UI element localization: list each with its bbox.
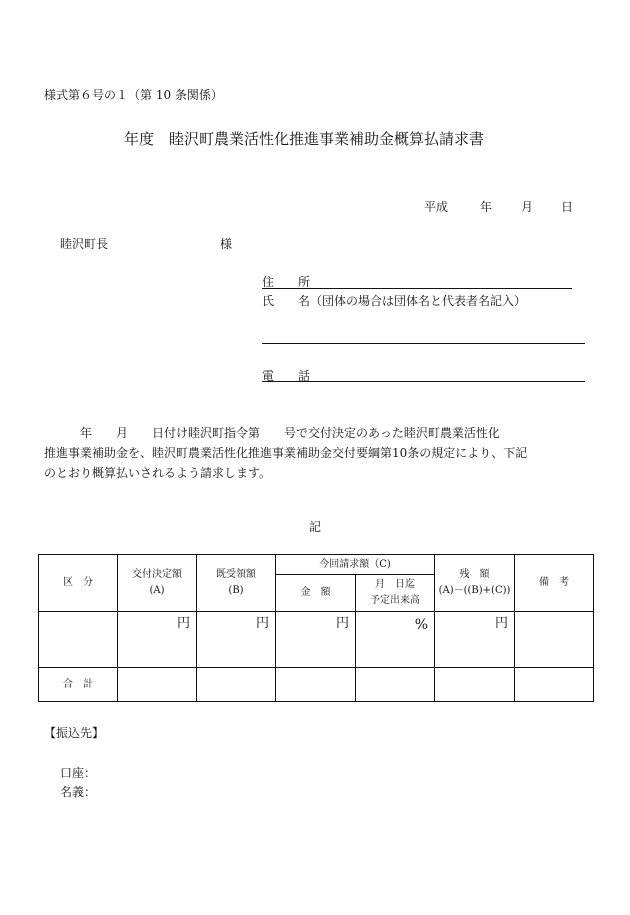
header-kubun: 区 分 bbox=[39, 555, 118, 612]
account-label: 口座： bbox=[60, 766, 97, 780]
header-yotei bbox=[356, 575, 435, 612]
phone-field[interactable] bbox=[262, 381, 585, 382]
body-line-1: 年 月 日付け睦沢町指令第 号で交付決定のあった睦沢町農業活性化 bbox=[44, 426, 500, 440]
cell-zangaku[interactable]: 円 bbox=[435, 612, 515, 668]
date-era: 平成 bbox=[424, 200, 449, 214]
header-kiju bbox=[197, 555, 276, 612]
date-year: 年 bbox=[480, 200, 493, 214]
holder-label: 名義： bbox=[60, 785, 97, 799]
address-field[interactable] bbox=[262, 288, 572, 289]
request-table bbox=[38, 554, 594, 702]
header-kofu-line2: (A) bbox=[149, 585, 165, 596]
body-line-3: のとおり概算払いされるよう請求します。 bbox=[44, 466, 272, 480]
body-line-2: 推進事業補助金を、睦沢町農業活性化推進事業補助金交付要綱第10条の規定により、下記 bbox=[44, 446, 528, 460]
date-month: 月 bbox=[521, 200, 534, 214]
date-day: 日 bbox=[561, 200, 574, 214]
header-zangaku-line1: 残 額 bbox=[459, 569, 490, 580]
header-biko: 備 考 bbox=[515, 555, 594, 612]
header-kiju-line2: (B) bbox=[228, 585, 244, 596]
transfer-heading: 【振込先】 bbox=[44, 726, 105, 740]
total-biko[interactable] bbox=[515, 668, 594, 702]
total-kofu[interactable] bbox=[118, 668, 197, 702]
total-label: 合 計 bbox=[39, 668, 118, 702]
total-kingaku[interactable] bbox=[276, 668, 356, 702]
name-field[interactable] bbox=[262, 343, 585, 344]
cell-yotei[interactable]: % bbox=[356, 612, 435, 668]
phone-label: 電 話 bbox=[262, 369, 311, 383]
header-zangaku-line2: (A)－((B)+(C)) bbox=[438, 585, 511, 596]
cell-kubun[interactable] bbox=[39, 612, 118, 668]
cell-kingaku[interactable]: 円 bbox=[276, 612, 356, 668]
ki-heading: 記 bbox=[309, 520, 322, 534]
total-kiju[interactable] bbox=[197, 668, 276, 702]
cell-kiju[interactable]: 円 bbox=[197, 612, 276, 668]
header-kofu bbox=[118, 555, 197, 612]
cell-biko[interactable] bbox=[515, 612, 594, 668]
header-kingaku: 金 額 bbox=[276, 575, 356, 612]
header-yotei-dekidaka: 予定出来高 bbox=[370, 595, 420, 606]
address-label: 住 所 bbox=[262, 275, 311, 289]
addressee-name: 睦沢町長 bbox=[60, 237, 109, 251]
header-kiju-line1: 既受領額 bbox=[216, 569, 256, 580]
name-label: 氏 名（団体の場合は団体名と代表者名記入） bbox=[262, 294, 527, 308]
document-title: 年度 睦沢町農業活性化推進事業補助金概算払請求書 bbox=[124, 130, 485, 148]
header-tsukihi: 月 日迄 bbox=[375, 579, 415, 590]
total-yotei[interactable] bbox=[356, 668, 435, 702]
header-zangaku bbox=[435, 555, 515, 612]
form-number: 様式第６号の１（第 10 条関係） bbox=[44, 88, 223, 102]
addressee-honorific: 様 bbox=[220, 237, 233, 251]
header-kofu-line1: 交付決定額 bbox=[132, 569, 182, 580]
total-zangaku[interactable] bbox=[435, 668, 515, 702]
cell-kofu[interactable]: 円 bbox=[118, 612, 197, 668]
header-konkai: 今回請求額（C) bbox=[276, 555, 435, 575]
